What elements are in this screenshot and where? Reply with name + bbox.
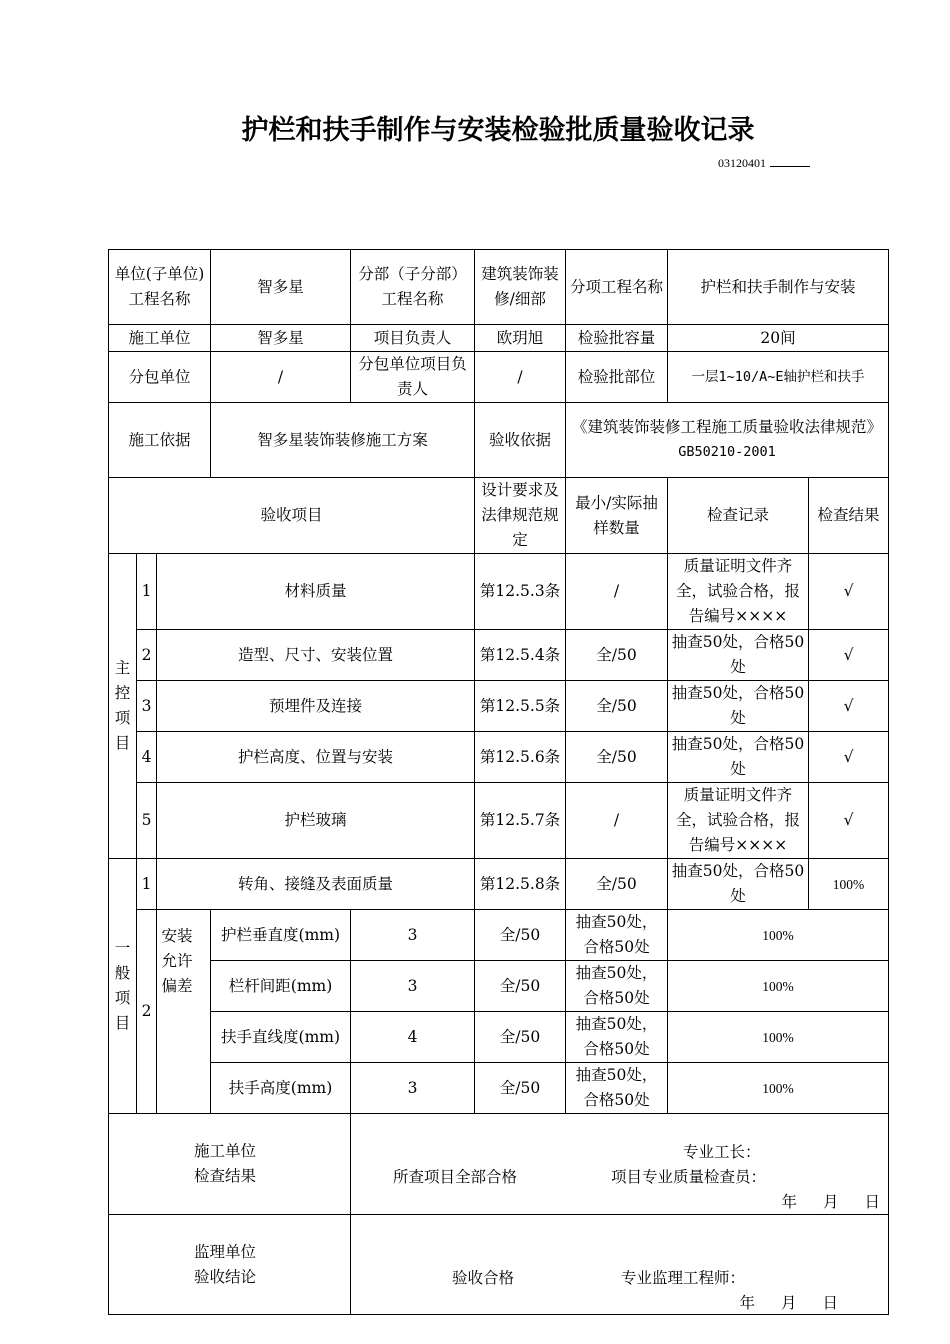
column-header-row — [109, 478, 889, 554]
tolerance-name: 扶手高度(mm) — [211, 1063, 351, 1114]
unit-label: 单位(子单位)工程名称 — [109, 250, 211, 325]
contractor-check-label-1: 施工单位 — [194, 1142, 257, 1160]
main-item-result: √ — [809, 681, 889, 732]
main-item-spec: 第12.5.4条 — [475, 630, 566, 681]
tolerance-record: 抽查50处，合格50处 — [566, 961, 668, 1012]
supervisor-check-label-2: 验收结论 — [194, 1267, 257, 1286]
subitem-value: 护栏和扶手制作与安装 — [668, 250, 889, 325]
contractor-month: 月 — [823, 1192, 839, 1211]
tolerance-sample: 全/50 — [475, 1012, 566, 1063]
general-item-sample: 全/50 — [566, 859, 668, 910]
main-item-row — [109, 732, 889, 783]
main-item-result: √ — [809, 783, 889, 859]
tolerance-spec: 3 — [351, 1063, 475, 1114]
tolerance-sample: 全/50 — [475, 961, 566, 1012]
main-group-text: 主控项目 — [114, 659, 131, 752]
main-item-name: 护栏高度、位置与安装 — [157, 732, 475, 783]
contractor-label: 施工单位 — [109, 325, 211, 352]
accept-basis-label: 验收依据 — [475, 403, 566, 478]
main-item-record: 质量证明文件齐全，试验合格，报告编号×××× — [668, 783, 809, 859]
pm-value: 欧玥旭 — [475, 325, 566, 352]
supervisor-engineer: 专业监理工程师： — [621, 1268, 746, 1287]
tolerance-group-label — [157, 910, 211, 1114]
tolerance-sample: 全/50 — [475, 910, 566, 961]
contractor-foreman: 专业工长： — [683, 1142, 761, 1161]
main-item-sample: 全/50 — [566, 732, 668, 783]
inspection-record-table — [108, 249, 889, 1315]
form-code-number: 03120401 — [718, 156, 766, 170]
tolerance-name: 护栏垂直度(mm) — [211, 910, 351, 961]
unit-value: 智多星 — [211, 250, 351, 325]
basis-value: 智多星装饰装修施工方案 — [211, 403, 475, 478]
general-item-name: 转角、接缝及表面质量 — [157, 859, 475, 910]
general-group-label — [109, 859, 137, 1114]
tolerance-result: 100% — [668, 910, 889, 961]
sub-pm-label: 分包单位项目负责人 — [351, 352, 475, 403]
main-item-record: 抽查50处，合格50处 — [668, 681, 809, 732]
contractor-inspector: 项目专业质量检查员： — [611, 1167, 767, 1186]
basis-label: 施工依据 — [109, 403, 211, 478]
tolerance-record: 抽查50处，合格50处 — [566, 1012, 668, 1063]
supervisor-check-label — [109, 1215, 351, 1315]
division-value: 建筑装饰装修/细部 — [475, 250, 566, 325]
capacity-label: 检验批容量 — [566, 325, 668, 352]
col-item: 验收项目 — [109, 478, 475, 554]
supervisor-year: 年 — [739, 1293, 756, 1312]
main-item-no: 4 — [137, 732, 157, 783]
contractor-check-row — [109, 1114, 889, 1215]
general-item-no: 1 — [137, 859, 157, 910]
main-item-record: 抽查50处，合格50处 — [668, 630, 809, 681]
main-item-name: 造型、尺寸、安装位置 — [157, 630, 475, 681]
subitem-label: 分项工程名称 — [566, 250, 668, 325]
main-item-record: 抽查50处，合格50处 — [668, 732, 809, 783]
main-item-row — [109, 630, 889, 681]
tolerance-spec: 3 — [351, 961, 475, 1012]
main-item-sample: 全/50 — [566, 630, 668, 681]
main-group-label — [109, 554, 137, 859]
location-value: 一层1~10/A~E轴护栏和扶手 — [668, 352, 889, 403]
tolerance-record: 抽查50处，合格50处 — [566, 1063, 668, 1114]
general-item-record: 抽查50处，合格50处 — [668, 859, 809, 910]
main-item-no: 2 — [137, 630, 157, 681]
main-item-row — [109, 681, 889, 732]
contractor-check-label — [109, 1114, 351, 1215]
supervisor-day: 日 — [822, 1293, 839, 1312]
contractor-date — [782, 1190, 881, 1215]
tolerance-record: 抽查50处，合格50处 — [566, 910, 668, 961]
tolerance-spec: 4 — [351, 1012, 475, 1063]
tolerance-name: 栏杆间距(mm) — [211, 961, 351, 1012]
main-item-spec: 第12.5.3条 — [475, 554, 566, 630]
accept-basis-value: 《建筑装饰装修工程施工质量验收法律规范》 — [572, 418, 883, 436]
supervisor-conclusion: 验收合格 — [452, 1268, 515, 1287]
main-item-sample: / — [566, 783, 668, 859]
sub-value: / — [211, 352, 351, 403]
main-item-name: 护栏玻璃 — [157, 783, 475, 859]
main-item-result: √ — [809, 732, 889, 783]
tolerance-spec: 3 — [351, 910, 475, 961]
division-label: 分部（子分部）工程名称 — [351, 250, 475, 325]
main-item-result: √ — [809, 630, 889, 681]
general-item2-no: 2 — [137, 910, 157, 1114]
header-row-contractor — [109, 325, 889, 352]
general-item-spec: 第12.5.8条 — [475, 859, 566, 910]
contractor-year: 年 — [781, 1192, 798, 1211]
contractor-check-content — [351, 1114, 889, 1215]
main-item-sample: 全/50 — [566, 681, 668, 732]
supervisor-month: 月 — [781, 1293, 797, 1312]
pm-label: 项目负责人 — [351, 325, 475, 352]
header-row-subcontractor — [109, 352, 889, 403]
sub-label: 分包单位 — [109, 352, 211, 403]
supervisor-date — [740, 1291, 839, 1315]
contractor-day: 日 — [864, 1192, 881, 1211]
main-item-row — [109, 783, 889, 859]
tolerance-row — [109, 910, 889, 961]
general-item-result: 100% — [809, 859, 889, 910]
page-title: 护栏和扶手制作与安装检验批质量验收记录 — [241, 115, 755, 146]
col-result: 检查结果 — [809, 478, 889, 554]
tolerance-result: 100% — [668, 1012, 889, 1063]
tolerance-row — [109, 1012, 889, 1063]
main-item-no: 3 — [137, 681, 157, 732]
main-item-result: √ — [809, 554, 889, 630]
col-sample: 最小/实际抽样数量 — [566, 478, 668, 554]
supervisor-check-row — [109, 1215, 889, 1315]
main-item-row — [109, 554, 889, 630]
col-record: 检查记录 — [668, 478, 809, 554]
col-spec: 设计要求及法律规范规定 — [475, 478, 566, 554]
main-item-name: 材料质量 — [157, 554, 475, 630]
main-item-spec: 第12.5.7条 — [475, 783, 566, 859]
tolerance-result: 100% — [668, 1063, 889, 1114]
supervisor-check-label-1: 监理单位 — [194, 1242, 257, 1261]
location-label: 检验批部位 — [566, 352, 668, 403]
main-item-no: 5 — [137, 783, 157, 859]
form-code-blank — [770, 156, 810, 167]
tolerance-sample: 全/50 — [475, 1063, 566, 1114]
main-item-spec: 第12.5.5条 — [475, 681, 566, 732]
sub-pm-value: / — [475, 352, 566, 403]
general-group-text: 一般项目 — [114, 939, 131, 1032]
tolerance-row — [109, 1063, 889, 1114]
header-row-unit — [109, 250, 889, 325]
accept-basis-code: GB50210-2001 — [678, 444, 776, 460]
supervisor-check-content — [351, 1215, 889, 1315]
accept-basis-cell — [566, 403, 889, 478]
tolerance-group-text: 安装允许偏差 — [161, 927, 193, 995]
main-item-record: 质量证明文件齐全，试验合格，报告编号×××× — [668, 554, 809, 630]
main-item-no: 1 — [137, 554, 157, 630]
contractor-value: 智多星 — [211, 325, 351, 352]
main-item-sample: / — [566, 554, 668, 630]
contractor-check-label-2: 检查结果 — [194, 1167, 257, 1185]
contractor-conclusion: 所查项目全部合格 — [393, 1167, 518, 1186]
capacity-value: 20间 — [668, 325, 889, 352]
general-item-row — [109, 859, 889, 910]
tolerance-name: 扶手直线度(mm) — [211, 1012, 351, 1063]
tolerance-row — [109, 961, 889, 1012]
tolerance-result: 100% — [668, 961, 889, 1012]
main-item-spec: 第12.5.6条 — [475, 732, 566, 783]
main-item-name: 预埋件及连接 — [157, 681, 475, 732]
header-row-basis — [109, 403, 889, 478]
form-code — [718, 156, 810, 171]
